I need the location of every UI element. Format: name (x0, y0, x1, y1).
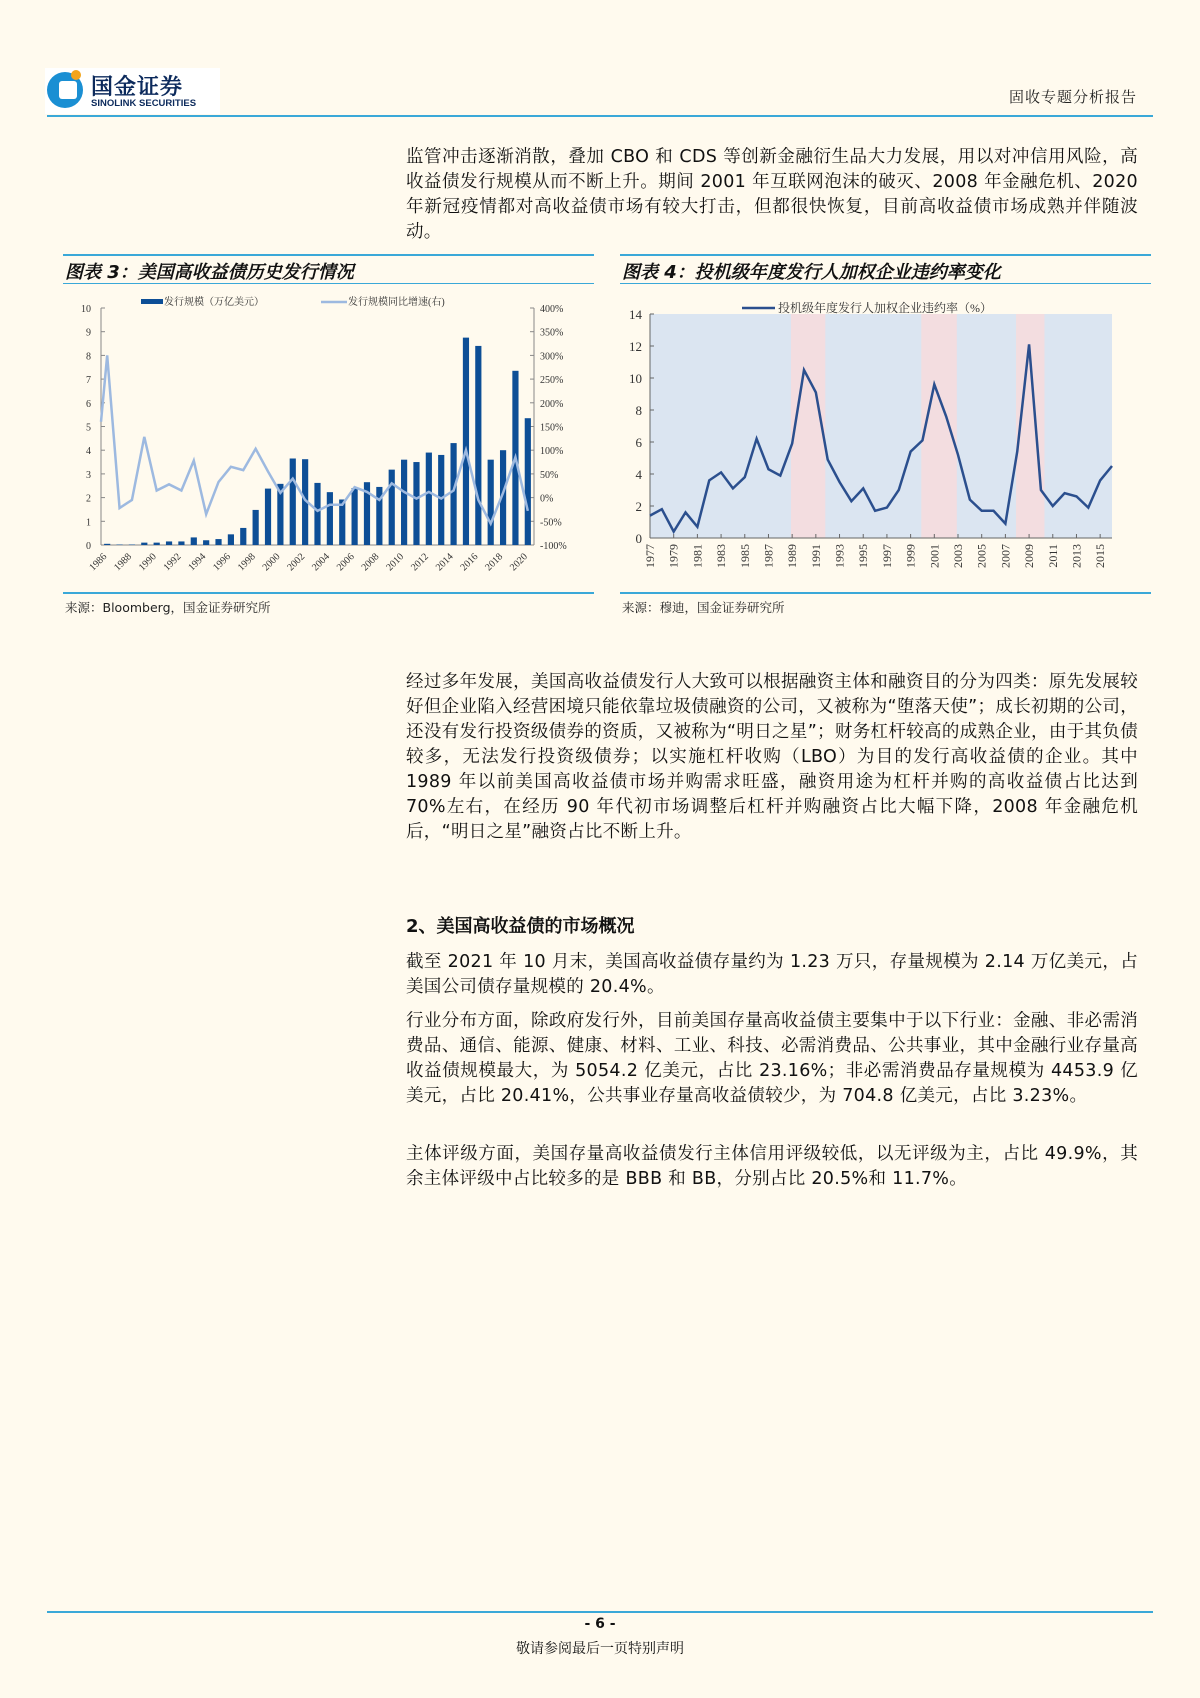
x-tick-label: 2002 (285, 551, 308, 574)
x-tick-label: 2013 (1069, 544, 1084, 568)
right-tick-label: 350% (540, 327, 564, 339)
left-tick-label: 4 (86, 446, 91, 458)
paragraph-5: 主体评级方面，美国存量高收益债发行主体信用评级较低，以无评级为主，占比 49.9%，其余主体评级中占比较多的是 BBB 和 BB，分别占比 20.5%和 11.7%。 (406, 1144, 1138, 1189)
y-tick-label: 0 (635, 531, 642, 546)
x-tick-label: 1977 (643, 544, 657, 568)
x-tick-label: 2001 (927, 544, 942, 568)
paragraph-3: 截至 2021 年 10 月末，美国高收益债存量约为 1.23 万只，存量规模为 2.14 万亿美元，占美国公司债存量规模的 20.4%。 (406, 952, 1138, 997)
right-tick-label: 0% (540, 493, 554, 505)
bar-1995 (215, 539, 221, 545)
left-tick-label: 8 (86, 351, 91, 363)
y-tick-label: 8 (635, 403, 642, 418)
x-tick-label: 1986 (87, 551, 110, 574)
left-tick-label: 7 (86, 375, 91, 387)
paragraph-4: 行业分布方面，除政府发行外，目前美国存量高收益债主要集中于以下行业：金融、非必需消费品、通信、能源、健康、材料、工业、科技、必需消费品、公共事业，其中金融行业存量高收益债规模最大，为 5054.2 亿美元，占比 23.16%；非必需消费品存量规模为 4453.9 亿美元，占比 20.41%，公共事业存量高收益债较少，为 704.8 亿美元，占比 3.23%。 (406, 1011, 1138, 1106)
x-tick-label: 1989 (785, 544, 800, 568)
bar-1992 (178, 541, 184, 545)
x-tick-label: 2016 (458, 551, 481, 574)
report-type: 固收专题分析报告 (1008, 88, 1137, 106)
y-tick-label: 2 (635, 499, 642, 514)
bar-1998 (253, 510, 259, 545)
bar-1994 (203, 540, 209, 545)
x-tick-label: 1997 (879, 544, 894, 568)
x-tick-label: 1991 (808, 544, 823, 568)
chart3-title-rule (63, 283, 594, 284)
x-tick-label: 2000 (260, 551, 283, 574)
y-tick-label: 6 (635, 435, 642, 450)
chart4-bottom-rule (620, 592, 1151, 594)
bar-2020 (525, 418, 531, 545)
left-tick-label: 6 (86, 398, 91, 410)
y-tick-label: 12 (629, 339, 642, 354)
x-tick-label: 1992 (161, 551, 184, 574)
header-rule (47, 115, 1153, 117)
paragraph-1: 监管冲击逐渐消散，叠加 CBO 和 CDS 等创新金融衍生品大力发展，用以对冲信用风险，高收益债发行规模从而不断上升。期间 2001 年互联网泡沫的破灭、2008 年金融危机、2020 年新冠疫情都对高收益债市场有较大打击，但都很快恢复，目前高收益债市场成熟并伴随波动。 (406, 147, 1138, 242)
legend-label: 投机级年度发行人加权企业违约率（%） (778, 301, 992, 315)
bar-1989 (141, 543, 147, 545)
bar-2012 (426, 453, 432, 545)
chart3-top-rule (63, 254, 594, 256)
x-tick-label: 2007 (998, 544, 1013, 568)
x-tick-label: 2011 (1045, 544, 1060, 568)
y-tick-label: 4 (635, 467, 642, 482)
bar-2011 (413, 462, 419, 545)
x-tick-label: 2008 (359, 551, 382, 574)
chart3-bottom-rule (63, 592, 594, 594)
x-tick-label: 1990 (136, 551, 159, 574)
bar-2001 (290, 458, 296, 545)
bar-2010 (401, 460, 407, 545)
left-tick-label: 10 (81, 304, 91, 315)
legend-bar-label: 发行规模（万亿美元） (164, 297, 264, 308)
right-tick-label: -50% (540, 517, 562, 529)
right-tick-label: 400% (540, 304, 564, 315)
left-tick-label: 9 (86, 327, 91, 339)
logo-dot-icon (71, 70, 81, 80)
bar-1993 (191, 537, 197, 545)
x-tick-label: 1995 (856, 544, 871, 568)
bar-2017 (488, 460, 494, 545)
bar-2015 (463, 338, 469, 545)
left-tick-label: 0 (86, 541, 91, 552)
left-tick-label: 1 (86, 517, 91, 529)
y-tick-label: 10 (629, 371, 642, 386)
right-tick-label: 150% (540, 422, 564, 434)
page-number: - 6 - (584, 1616, 616, 1632)
x-tick-label: 1996 (211, 551, 234, 574)
sinolink-logo (45, 68, 220, 114)
x-tick-label: 2006 (334, 551, 357, 574)
legend-line-label: 发行规模同比增速(右) (348, 297, 445, 308)
bar-2013 (438, 455, 444, 545)
x-tick-label: 1983 (714, 544, 729, 568)
x-tick-label: 2005 (974, 544, 989, 568)
left-tick-label: 3 (86, 469, 91, 481)
right-tick-label: 50% (540, 469, 559, 481)
right-tick-label: 250% (540, 375, 564, 387)
legend-bar-swatch (141, 299, 163, 304)
chart3-source: 来源：Bloomberg，国金证券研究所 (65, 600, 271, 615)
x-tick-label: 2020 (508, 551, 530, 574)
bar-2006 (352, 488, 358, 545)
bar-2016 (475, 346, 481, 545)
logo-cn: 国金证券 (91, 75, 184, 100)
bar-2004 (327, 492, 333, 545)
right-tick-label: 300% (540, 351, 564, 363)
bar-1999 (265, 489, 271, 545)
x-tick-label: 1994 (186, 551, 209, 574)
left-tick-label: 2 (86, 493, 91, 505)
x-tick-label: 1985 (737, 544, 752, 568)
chart4-title: 图表 4：投机级年度发行人加权企业违约率变化 (622, 262, 1001, 283)
logo-en: SINOLINK SECURITIES (91, 98, 197, 109)
left-tick-label: 5 (86, 422, 91, 434)
bar-2005 (339, 499, 345, 545)
bar-1986 (104, 544, 110, 545)
bar-1996 (228, 534, 234, 545)
x-tick-label: 2015 (1093, 544, 1108, 568)
bar-1997 (240, 528, 246, 545)
x-tick-label: 2004 (310, 551, 332, 574)
x-tick-label: 1988 (112, 551, 135, 574)
chart3-title: 图表 3：美国高收益债历史发行情况 (65, 262, 354, 283)
bar-1990 (154, 543, 160, 545)
bar-2014 (450, 443, 456, 545)
chart3-svg (63, 290, 594, 590)
paragraph-2: 经过多年发展，美国高收益债发行人大致可以根据融资主体和融资目的分为四类：原先发展较好但企业陷入经营困境只能依靠垃圾债融资的公司，又被称为“堕落天使”；成长初期的公司，还没有发行投资级债券的资质，又被称为“明日之星”；财务杠杆较高的成熟企业，由于其负债较多，无法发行投资级债券；以实施杠杆收购（LBO）为目的发行高收益债的企业。其中 1989 年以前美国高收益债市场并购需求旺盛，融资用途为杠杆并购的高收益债占比达到 70%左右，在经历 90 年代初市场调整后杠杆并购融资占比大幅下降，2008 年金融危机后，“明日之星”融资占比不断上升。 (406, 672, 1138, 842)
footer-rule (47, 1611, 1153, 1613)
bar-2003 (314, 483, 320, 545)
right-tick-label: 100% (540, 446, 564, 458)
chart4-top-rule (620, 254, 1151, 256)
x-tick-label: 2018 (483, 551, 506, 574)
x-tick-label: 2009 (1022, 544, 1037, 568)
right-tick-label: 200% (540, 398, 564, 410)
right-tick-label: -100% (540, 541, 567, 552)
x-tick-label: 1999 (903, 544, 918, 568)
x-tick-label: 2010 (384, 551, 407, 574)
x-tick-label: 1979 (666, 544, 681, 568)
y-tick-label: 14 (629, 307, 642, 322)
x-tick-label: 2003 (951, 544, 965, 568)
bar-2009 (389, 470, 395, 545)
chart4-title-rule (620, 283, 1151, 284)
bar-1991 (166, 541, 172, 545)
section-heading: 2、美国高收益债的市场概况 (406, 916, 635, 937)
chart4-source: 来源：穆迪，国金证券研究所 (622, 600, 785, 615)
chart4-svg (620, 290, 1151, 590)
footer-disclaimer: 敬请参阅最后一页特别声明 (516, 1641, 684, 1657)
x-tick-label: 1998 (235, 551, 258, 574)
x-tick-label: 2012 (409, 551, 431, 574)
x-tick-label: 1987 (761, 544, 776, 568)
x-tick-label: 2014 (433, 551, 456, 574)
x-tick-label: 1981 (690, 544, 705, 568)
x-tick-label: 1993 (832, 544, 847, 568)
